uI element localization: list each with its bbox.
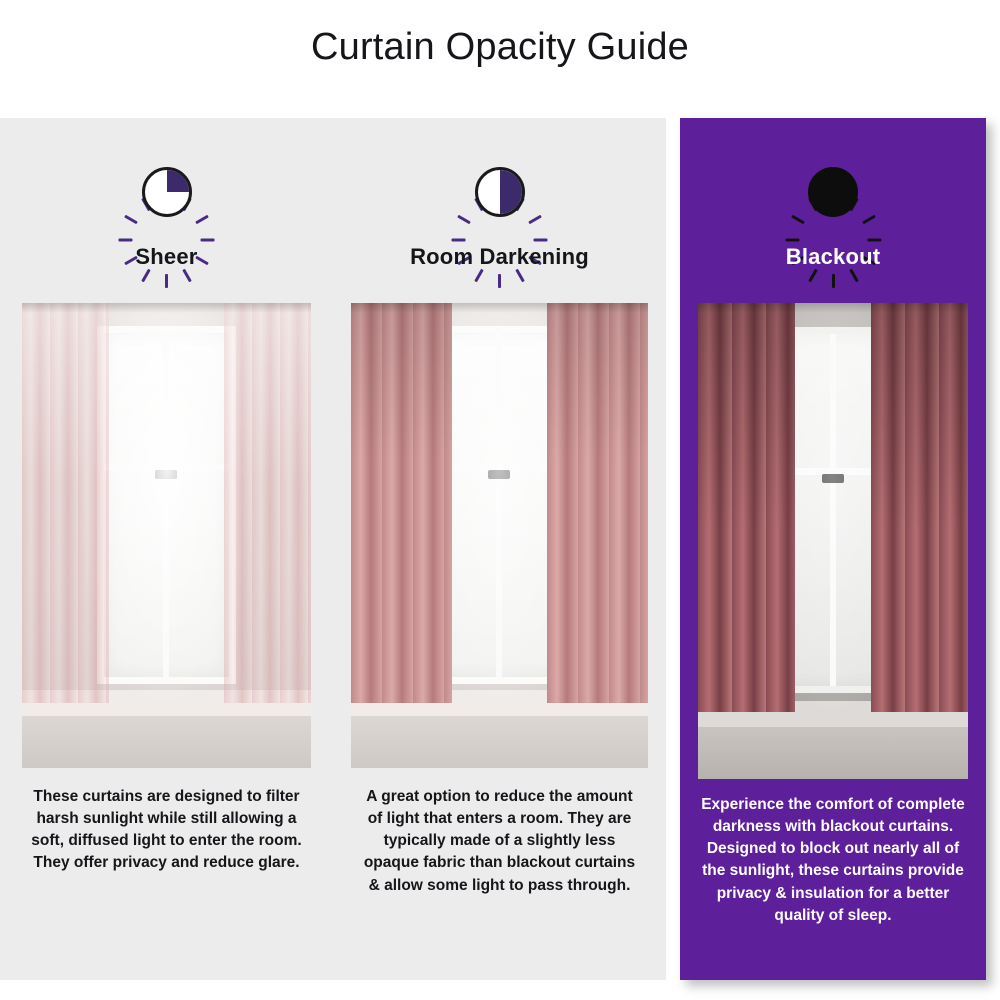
panel-caption-blackout: Experience the comfort of complete darkness with blackout curtains. Designed to block out nearly all of the sunlight, these curtains provide privacy & insulation for a better quality of sleep. bbox=[701, 796, 965, 924]
sun-half-filled-icon bbox=[452, 144, 548, 240]
opacity-icon-wrap-room-darkening bbox=[333, 140, 666, 244]
panel-blackout[interactable] bbox=[680, 118, 986, 980]
curtain-right bbox=[224, 303, 311, 703]
sun-full-filled-icon bbox=[785, 144, 881, 240]
sun-quarter-filled-icon bbox=[119, 144, 215, 240]
curtain-left bbox=[351, 303, 452, 703]
opacity-icon-wrap-sheer bbox=[0, 140, 333, 244]
curtain-left bbox=[22, 303, 109, 703]
panel-row bbox=[0, 118, 1000, 980]
panel-room-darkening[interactable] bbox=[333, 118, 666, 980]
panel-heading-blackout: Blackout bbox=[785, 244, 881, 269]
panel-photo-sheer bbox=[22, 303, 311, 768]
panel-heading-room-darkening: Room Darkening bbox=[410, 244, 589, 269]
panel-heading-sheer: Sheer bbox=[135, 244, 198, 269]
curtain-right bbox=[871, 303, 968, 712]
panel-caption-sheer: These curtains are designed to filter harsh sunlight while still allowing a soft, diffused light to enter the room. They offer privacy and reduce glare. bbox=[31, 788, 302, 872]
curtain-right bbox=[547, 303, 648, 703]
page-title: Curtain Opacity Guide bbox=[310, 26, 690, 68]
opacity-icon-wrap-blackout bbox=[680, 140, 986, 244]
curtain-left bbox=[698, 303, 795, 712]
panel-photo-blackout bbox=[698, 303, 968, 779]
panel-photo-room-darkening bbox=[351, 303, 648, 768]
panel-caption-room-darkening: A great option to reduce the amount of light that enters a room. They are typically made of a slightly less opaque fabric than blackout curtains & allow some light to pass through. bbox=[363, 788, 636, 894]
panel-sheer[interactable] bbox=[0, 118, 333, 980]
